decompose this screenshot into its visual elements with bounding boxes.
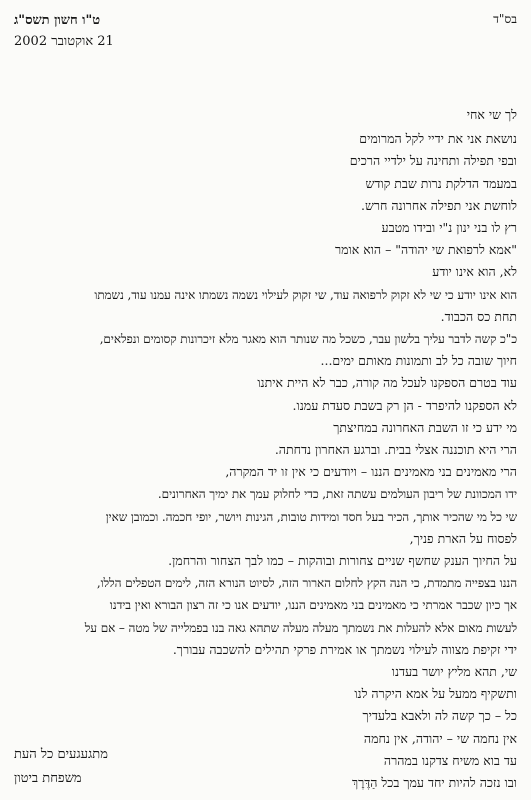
body-line: לוחשת אני תפילה אחרונה חרש. bbox=[361, 197, 517, 213]
body-line: ובו נזכה להיות יחד עמך בכל הַדֶּרֶךְ bbox=[351, 775, 517, 791]
signature-family-name: משפחת ביטון bbox=[14, 771, 82, 786]
body-line: לעשות מאום אלא להעלות את נשמתך מעלה מעלה שתהא גאה בנו בפמלייה של מטה – אם על bbox=[84, 620, 517, 635]
signature-block bbox=[14, 743, 108, 791]
body-line: הננו בצפייה מתמדת, כי הנה הקץ לחלום הארור הזה, לסיוט הנורא הזה, לימים הטפלים הללו, bbox=[96, 576, 517, 591]
body-line: שי, תהא מליץ יושר בעדנו bbox=[391, 664, 517, 680]
body-line: "אמא לרפואת שי יהודה" – הוא אומר bbox=[335, 242, 517, 258]
body-line: כל – כך קשה לה ולאבא בלעדיך bbox=[362, 708, 517, 724]
body-line: חיוך שובה כל לב ותמונות מאותם ימים... bbox=[320, 353, 517, 369]
letter-body bbox=[14, 104, 517, 794]
signature-line-1: מתגעגעים כל העת bbox=[14, 747, 108, 762]
body-line: הוא אינו יודע כי שי לא זקוק לרפואה עוד, שי זקוק לעילוי נשמה נשמתו אינה עמנו עוד, נשמתו bbox=[94, 287, 517, 302]
bsd-mark: בס"ד bbox=[493, 12, 517, 26]
body-line: ובפי תפילה ותחינה על ילדיי הרכים bbox=[349, 153, 517, 169]
body-line: כ"כ קשה לדבר עליך בלשון עבר, כשכל מה שנותר הוא מאגר מלא זיכרונות קסומים ונפלאים, bbox=[99, 332, 517, 347]
body-line: הרי היא תוכננה אצלי בבית. וברגע האחרון נדחתה. bbox=[274, 442, 517, 458]
body-line: לפסוח על הארת פניך, bbox=[409, 530, 517, 546]
date-block bbox=[14, 10, 114, 52]
hebrew-date: ט"ו חשון תשס"ג bbox=[14, 13, 101, 28]
body-line: לא, הוא אינו יודע bbox=[432, 264, 517, 280]
body-line: על החיוך הענק שחשף שניים צחורות ובוהקות – כמו לבך הצחור והרחמן. bbox=[168, 553, 517, 569]
body-line: אין נחמה שי – יהודה, אין נחמה bbox=[363, 730, 517, 746]
salutation: לך שי אחי bbox=[466, 107, 517, 122]
body-line: במעמד הדלקת נרות שבת קודש bbox=[365, 175, 517, 191]
body-line: הרי מאמינים בני מאמינים הננו – ויודעים כי אין זו יד המקרה, bbox=[225, 464, 517, 480]
body-line: עד בוא משיח צדקנו במהרה bbox=[383, 752, 517, 768]
body-line: עוד בטרם הספקנו לעכל מה קורה, כבר לא היית איתנו bbox=[257, 375, 517, 391]
gregorian-date: 21 אוקטובר 2002 bbox=[14, 34, 114, 49]
body-line: ידו המכוונת של ריבון העולמים עשתה זאת, כדי לחלוק עמך את ימיך האחרונים. bbox=[157, 487, 517, 502]
body-line: ידי זקיפת מצווה לעילוי נשמתך או אמירת פרקי תהילים להשכבה עבורך. bbox=[172, 641, 517, 657]
body-line: שי כל מי שהכיר אותך, הכיר בעל חסד ומידות טובות, הגינות ויושר, יופי חכמה. וכמובן שאין bbox=[105, 509, 517, 524]
body-line: תחת כס הכבוד. bbox=[440, 308, 517, 324]
body-line: נושאת אני את ידיי לקל המרומים bbox=[359, 131, 517, 147]
body-line: מי ידע כי זו השבת האחרונה במחיצתך bbox=[333, 419, 517, 435]
body-line: לא הספקנו להיפרד - הן רק בשבת סעדת עמנו. bbox=[292, 397, 517, 413]
body-line: ותשקיף ממעל על אמא היקרה לנו bbox=[354, 686, 517, 702]
body-line: אך כיון שכבר אמרתי כי מאמינים בני מאמינים הננו, יודעים אנו כי זה רצון הבורא ואין בידנו bbox=[109, 598, 517, 613]
body-line: רץ לו בני ינון נ"י ובידו מטבע bbox=[381, 220, 517, 236]
